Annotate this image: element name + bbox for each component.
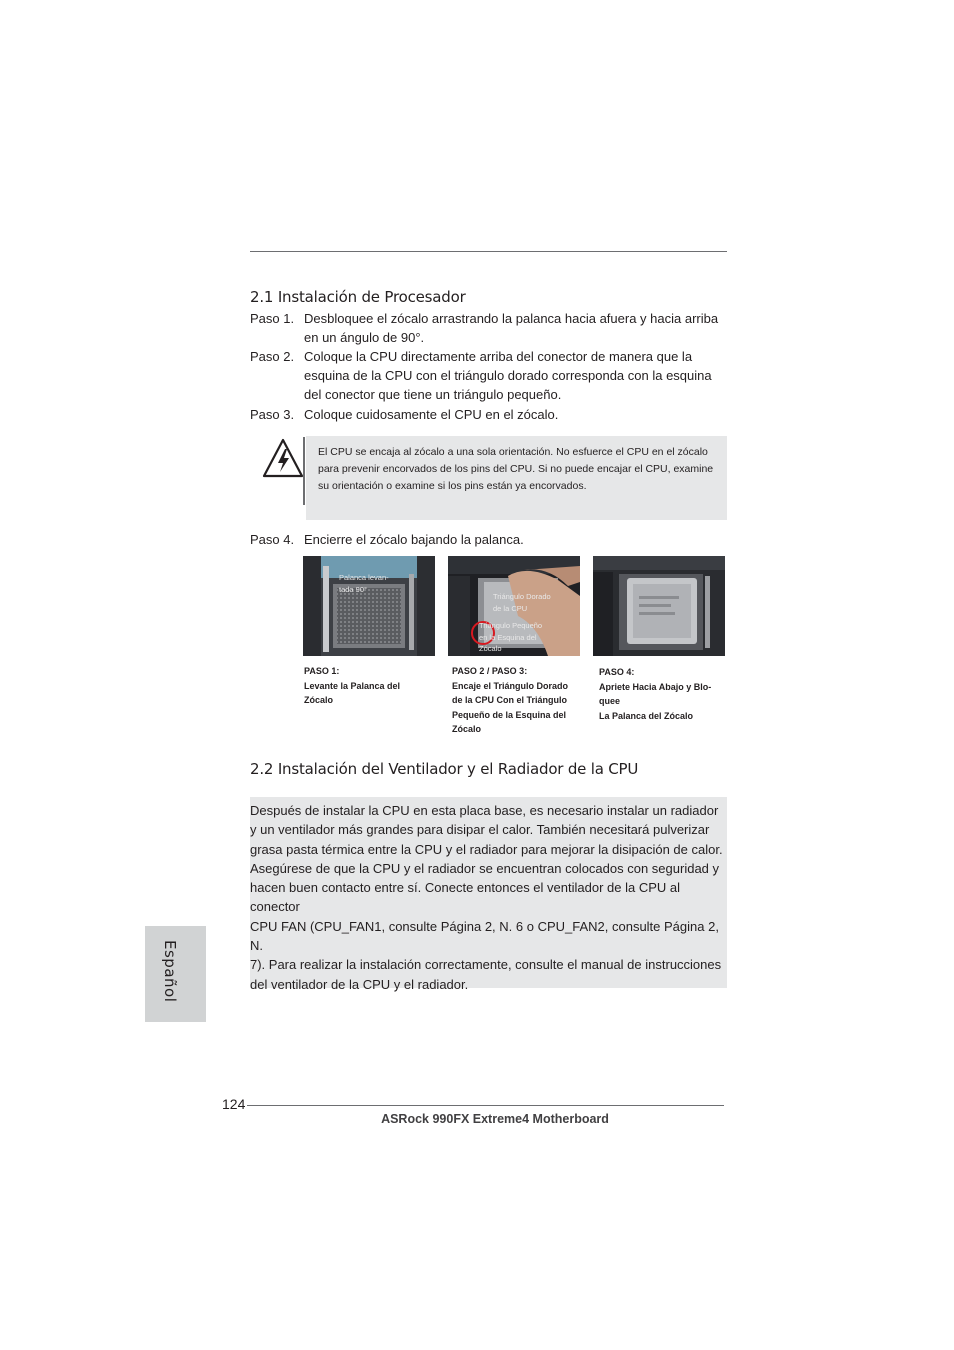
warning-lightning-icon bbox=[262, 437, 304, 479]
caption-step-1: PASO 1: Levante la Palanca del Zócalo bbox=[304, 666, 401, 705]
step-4-label: Paso 4. bbox=[250, 532, 295, 547]
language-tab-label: Español bbox=[161, 940, 179, 1003]
photo-step-1 bbox=[303, 556, 435, 656]
photo-1-overlay: Palanca levan- tada 90° bbox=[339, 573, 389, 594]
step-3-text: Coloque cuidosamente el CPU en el zócalo. bbox=[304, 407, 559, 422]
note-divider bbox=[303, 437, 305, 505]
top-rule bbox=[250, 251, 727, 252]
step-3-label: Paso 3. bbox=[250, 407, 295, 422]
step-4-text: Encierre el zócalo bajando la palanca. bbox=[304, 532, 524, 547]
note-text: El CPU se encaja al zócalo a una sola orientación. No esfuerce el CPU en el zócalo para prevenir encorvados de los pins del CPU. Si no puede encajar el CPU, examine su orientación o examine si los pins están ya encorvados. bbox=[318, 446, 714, 493]
bottom-rule bbox=[247, 1105, 724, 1106]
step-3 bbox=[250, 405, 730, 425]
photo-2-overlay-b: Triángulo Pequeño en la Esquina del Zócalo bbox=[479, 621, 543, 653]
caption-step-2-3: PASO 2 / PASO 3: Encaje el Triángulo Dorado de la CPU Con el Triángulo Pequeño de la Esquina del Zócalo bbox=[452, 666, 569, 734]
section-2-2-body: Después de instalar la CPU en esta placa base, es necesario instalar un radiador y un ventilador más grandes para disipar el calor. También necesitará pulverizar grasa pasta térmica entre la CPU y el radiador para mejorar la disipación de calor. Asegúrese de que la CPU y el radiador se encuentran colocados con seguridad y hacen buen contacto entre sí. Conecte entonces el ventilador de la CPU al conector CPU FAN (CPU_FAN1, consulte Página 2, N. 6 o CPU_FAN2, consulte Página 2, N. 7). Para realizar la instalación correctamente, consulte el manual de instrucciones del ventilador de la CPU y el radiador. bbox=[250, 803, 723, 992]
section-title-2-1: 2.1 Instalación de Procesador bbox=[250, 288, 466, 306]
step-1-label: Paso 1. bbox=[250, 311, 295, 326]
photo-2-overlay-a: Triángulo Dorado de la CPU bbox=[493, 592, 551, 613]
step-1-text: Desbloquee el zócalo arrastrando la palanca hacia afuera y hacia arriba en un ángulo de 90°. bbox=[304, 311, 719, 345]
step-2-text: Coloque la CPU directamente arriba del conector de manera que la esquina de la CPU con el triángulo dorado corresponda con la esquina del conector que tiene un triángulo pequeño. bbox=[304, 349, 712, 402]
footer-product: ASRock 990FX Extreme4 Motherboard bbox=[381, 1112, 609, 1126]
page-number: 124 bbox=[222, 1096, 246, 1112]
step-1 bbox=[250, 309, 730, 349]
section-title-2-2: 2.2 Instalación del Ventilador y el Radiador de la CPU bbox=[250, 760, 639, 778]
caption-step-4: PASO 4: Apriete Hacia Abajo y Blo- quee La Palanca del Zócalo bbox=[599, 667, 712, 721]
step-4 bbox=[250, 530, 730, 550]
photo-step-4 bbox=[593, 556, 725, 656]
step-2 bbox=[250, 347, 730, 405]
step-2-label: Paso 2. bbox=[250, 349, 295, 364]
